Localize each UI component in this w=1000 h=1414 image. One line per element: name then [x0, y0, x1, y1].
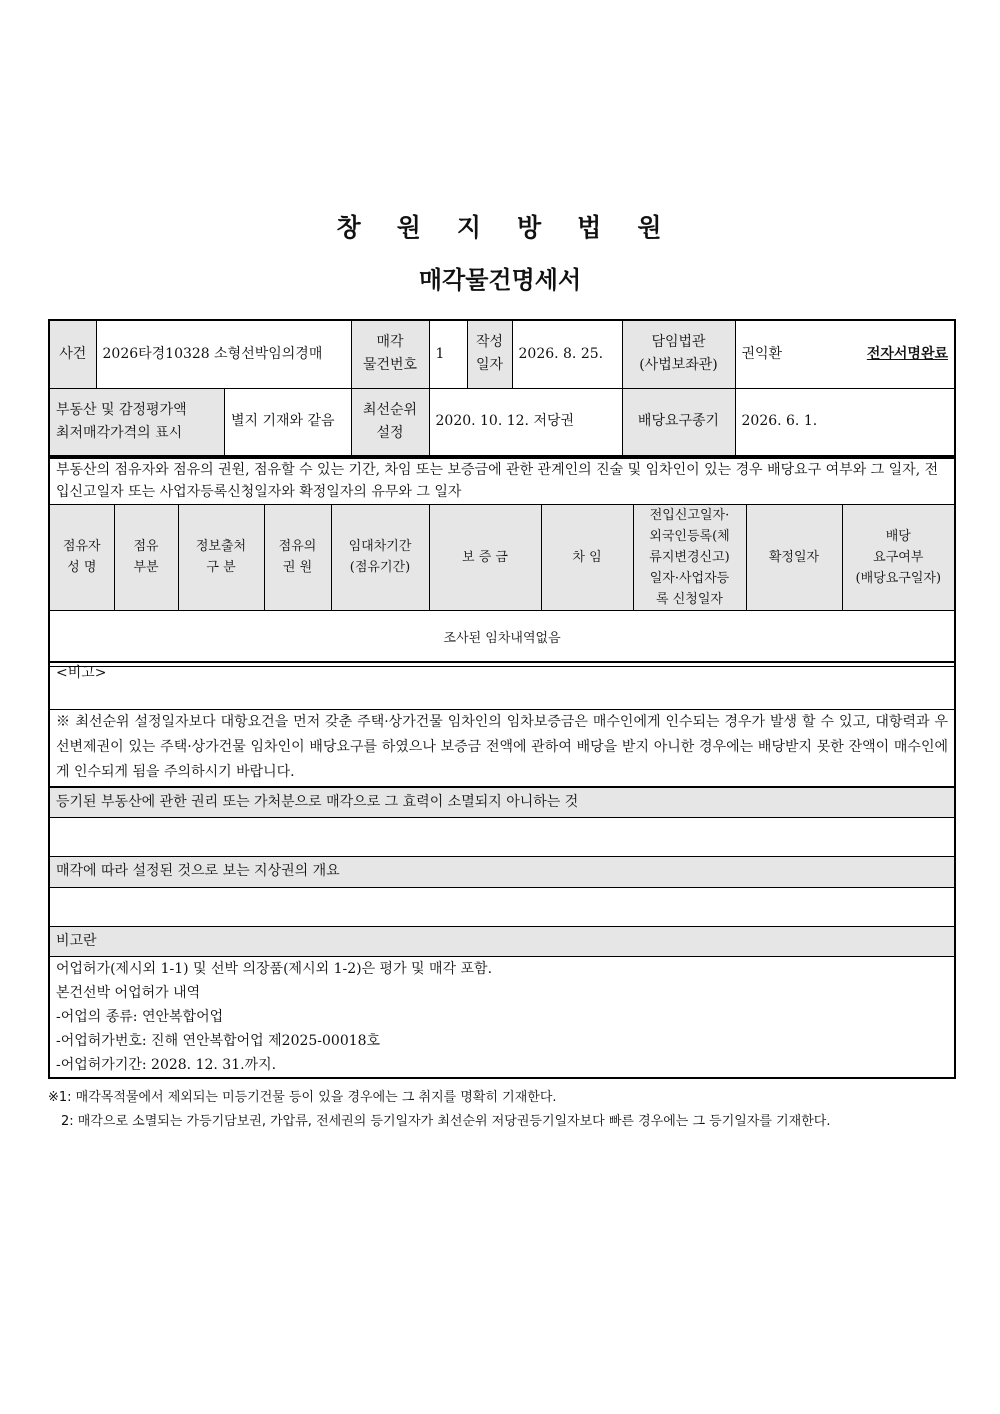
date-label: 작성 일자 [467, 320, 512, 388]
notes-line: -어업허가번호: 진해 연안복합어업 제2025-00018호 [56, 1032, 381, 1049]
footnote-1: ※1: 매각목적물에서 제외되는 미등기건물 등이 있을 경우에는 그 취지를 명확히 기재한다. [48, 1090, 557, 1105]
notes-line: -어업허가기간: 2028. 12. 31.까지. [56, 1056, 277, 1073]
surface-rights-value [49, 887, 955, 926]
notes-line: 본건선박 어업허가 내역 [56, 984, 201, 1001]
footnotes [48, 1086, 968, 1134]
judge-cell [735, 320, 955, 388]
document-title: 매각물건명세서 [418, 266, 582, 294]
col-dividend-request: 배당 요구여부 (배당요구일자) [842, 504, 955, 610]
col-info-source: 정보출처 구 분 [178, 504, 264, 610]
footnote-2: 2: 매각으로 소멸되는 가등기담보권, 가압류, 전세권의 등기일자가 최선순위 저당권등기일자보다 빠른 경우에는 그 등기일자를 기재한다. [61, 1114, 831, 1129]
no-lease-message: 조사된 임차내역없음 [49, 610, 955, 666]
warning-text: ※ 최선순위 설정일자보다 대항요건을 먼저 갖춘 주택·상가건물 임차인의 임차보증금은 매수인에게 인수되는 경우가 발생 할 수 있고, 대항력과 우선변제권이 있는 주택·상가건물 임차인이 배당요구를 하였으나 보증금 전액에 관하여 배당을 받지 아니한 경우에는 배당받지 못한 잔액이 매수인에게 인수되게 됨을 주의하시기 바랍니다. [49, 709, 955, 787]
col-lease-period: 임대차기간 (점유기간) [331, 504, 429, 610]
deadline-label: 배당요구종기 [622, 388, 735, 456]
property-label: 부동산 및 감정평가액 최저매각가격의 표시 [50, 389, 225, 455]
notes-line: 어업허가(제시외 1-1) 및 선박 의장품(제시외 1-2)은 평가 및 매각 포함. [56, 960, 493, 977]
col-deposit: 보 증 금 [429, 504, 541, 610]
col-occupancy-right: 점유의 권 원 [264, 504, 331, 610]
priority-value: 2020. 10. 12. 저당권 [429, 388, 622, 456]
case-label: 사건 [49, 320, 96, 388]
registered-rights-label: 등기된 부동산에 관한 권리 또는 가처분으로 매각으로 그 효력이 소멸되지 아니하는 것 [49, 787, 955, 817]
property-cell [49, 388, 351, 456]
case-value: 2026타경10328 소형선박임의경매 [96, 320, 351, 388]
occupancy-table [48, 457, 956, 667]
item-no-label: 매각 물건번호 [351, 320, 429, 388]
property-value: 별지 기재와 같음 [225, 389, 351, 455]
surface-rights-label: 매각에 따라 설정된 것으로 보는 지상권의 개요 [49, 856, 955, 887]
deadline-value: 2026. 6. 1. [735, 388, 955, 456]
judge-value: 권익환 [741, 345, 783, 362]
registered-rights-value [49, 817, 955, 856]
notes-line: -어업의 종류: 연안복합어업 [56, 1008, 224, 1025]
occupancy-description: 부동산의 점유자와 점유의 권원, 점유할 수 있는 기간, 차임 또는 보증금에 관한 관계인의 진술 및 임차인이 있는 경우 배당요구 여부와 그 일자, 전입신고일자 또는 사업자등록신청일자와 확정일자의 유무와 그 일자 [49, 458, 955, 504]
case-info-table [48, 319, 956, 457]
col-move-in-date: 전입신고일자· 외국인등록(체 류지변경신고) 일자·사업자등 록 신청일자 [633, 504, 746, 610]
priority-label: 최선순위 설정 [351, 388, 429, 456]
col-occupied-part: 점유 부분 [114, 504, 178, 610]
notes-content [49, 956, 955, 1078]
col-rent: 차 임 [541, 504, 633, 610]
col-fixed-date: 확정일자 [746, 504, 842, 610]
remarks-table [48, 661, 956, 1079]
e-signature-stamp: 전자서명완료 [866, 345, 948, 362]
remarks-label: <비고> [49, 662, 955, 709]
item-no-value: 1 [429, 320, 467, 388]
judge-label: 담임법관 (사법보좌관) [622, 320, 735, 388]
notes-label: 비고란 [49, 926, 955, 956]
col-occupant-name: 점유자 성 명 [49, 504, 114, 610]
court-name: 창 원 지 방 법 원 [336, 213, 664, 242]
date-value: 2026. 8. 25. [512, 320, 622, 388]
